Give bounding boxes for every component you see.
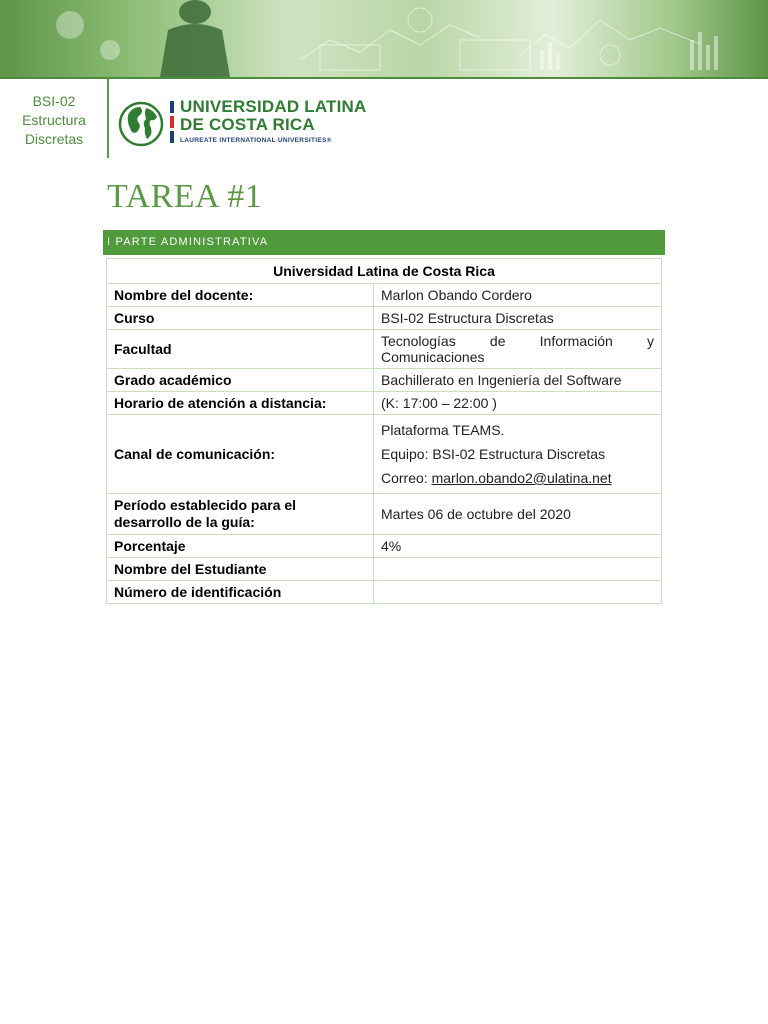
label-porcentaje: Porcentaje — [107, 535, 374, 558]
course-side-label — [14, 92, 94, 149]
value-horario: (K: 17:00 – 22:00 ) — [374, 392, 662, 415]
table-row — [107, 494, 662, 535]
section-header: I PARTE ADMINISTRATIVA — [103, 230, 665, 255]
value-porcentaje: 4% — [374, 535, 662, 558]
label-docente: Nombre del docente: — [107, 284, 374, 307]
university-logo — [118, 95, 378, 153]
table-header: Universidad Latina de Costa Rica — [107, 259, 662, 284]
globe-icon — [118, 95, 166, 153]
table-row — [107, 581, 662, 604]
email-label: Correo: — [381, 470, 432, 486]
table-row — [107, 392, 662, 415]
page-title: TAREA #1 — [107, 178, 263, 215]
table-header-row — [107, 259, 662, 284]
banner-graphic — [0, 0, 768, 77]
value-curso: BSI-02 Estructura Discretas — [374, 307, 662, 330]
value-canal — [374, 415, 662, 494]
course-name-line1: Estructura — [22, 112, 86, 128]
value-facultad-line1: Tecnologías de Información y — [381, 333, 654, 349]
table-row — [107, 369, 662, 392]
label-curso: Curso — [107, 307, 374, 330]
course-name-line2: Discretas — [24, 131, 84, 147]
table-row — [107, 284, 662, 307]
label-canal: Canal de comunicación: — [107, 415, 374, 494]
table-row — [107, 307, 662, 330]
canal-team: Equipo: BSI-02 Estructura Discretas — [381, 446, 606, 462]
label-facultad: Facultad — [107, 330, 374, 369]
value-grado: Bachillerato en Ingeniería del Software — [374, 369, 662, 392]
logo-university-name: UNIVERSIDAD LATINA — [180, 97, 367, 116]
value-estudiante[interactable] — [374, 558, 662, 581]
label-periodo — [107, 494, 374, 535]
vertical-divider — [107, 78, 109, 158]
canal-platform: Plataforma TEAMS. — [381, 422, 505, 438]
value-identificacion[interactable] — [374, 581, 662, 604]
table-row — [107, 415, 662, 494]
label-horario: Horario de atención a distancia: — [107, 392, 374, 415]
value-facultad — [374, 330, 662, 369]
logo-country: DE COSTA RICA — [180, 115, 315, 134]
value-docente: Marlon Obando Cordero — [374, 284, 662, 307]
header-banner — [0, 0, 768, 79]
label-periodo-line1: Período establecido para el — [114, 497, 297, 513]
table-row — [107, 330, 662, 369]
canal-email-line — [381, 466, 654, 490]
value-periodo: Martes 06 de octubre del 2020 — [374, 494, 662, 535]
label-grado: Grado académico — [107, 369, 374, 392]
table-row — [107, 535, 662, 558]
table-row — [107, 558, 662, 581]
label-periodo-line2: desarrollo de la guía: — [114, 514, 255, 530]
logo-network: LAUREATE INTERNATIONAL UNIVERSITIES® — [180, 137, 332, 144]
email-link[interactable]: marlon.obando2@ulatina.net — [431, 470, 612, 486]
course-code: BSI-02 — [32, 93, 76, 109]
admin-info-table — [106, 258, 662, 604]
label-estudiante: Nombre del Estudiante — [107, 558, 374, 581]
flag-bars — [170, 101, 174, 143]
label-identificacion: Número de identificación — [107, 581, 374, 604]
value-facultad-line2: Comunicaciones — [381, 349, 485, 365]
